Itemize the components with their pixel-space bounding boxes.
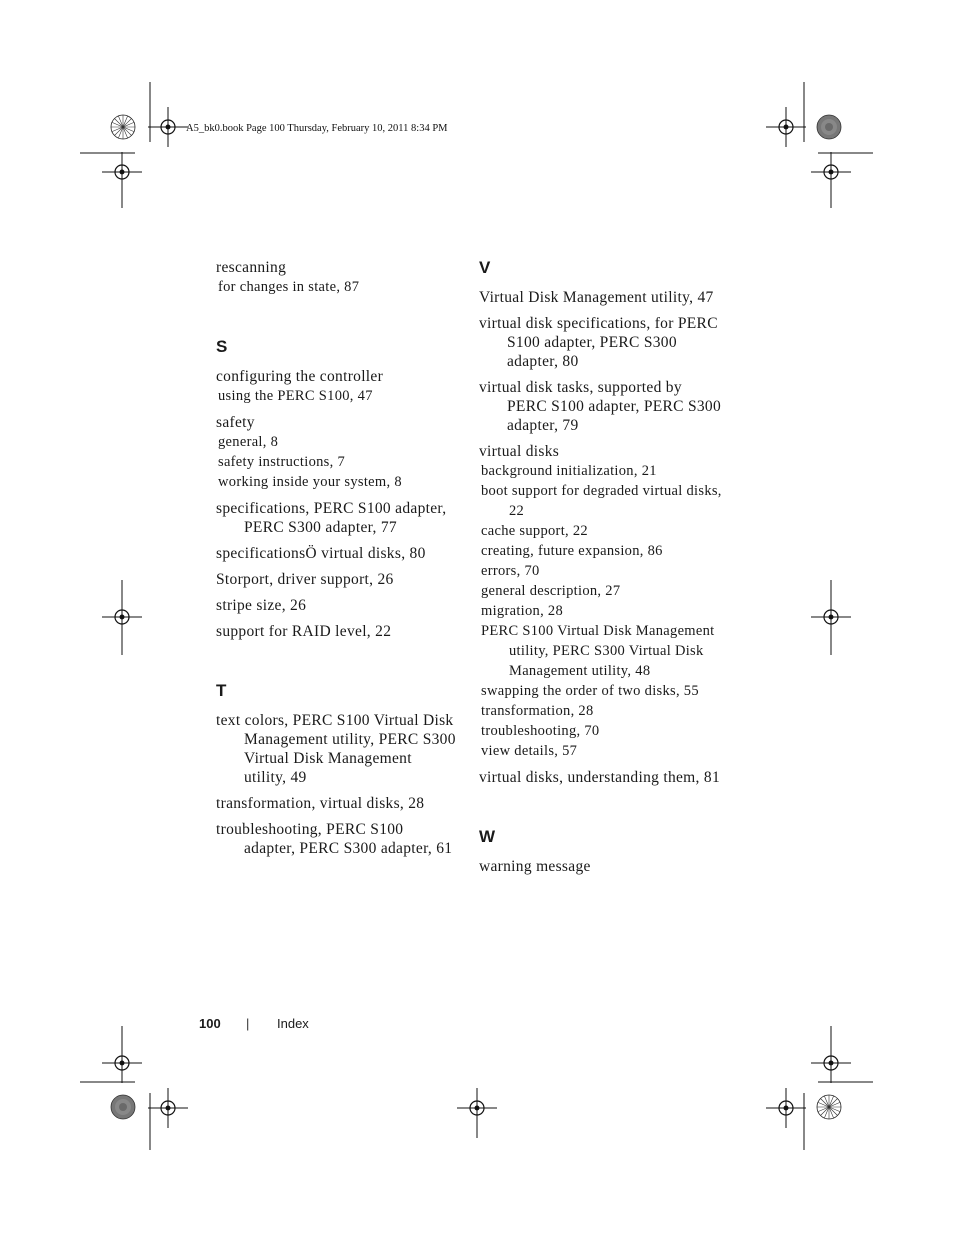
index-subentry: general description, 27 xyxy=(481,583,621,599)
index-entry-main: stripe size, 26 xyxy=(216,597,307,614)
index-entry xyxy=(216,413,456,492)
index-subentry: cache support, 22 xyxy=(481,523,588,539)
index-subentry: working inside your system, 8 xyxy=(218,474,402,490)
letter-heading-w: W xyxy=(479,827,496,846)
v-entries xyxy=(479,288,724,787)
index-entry xyxy=(479,768,724,787)
section-label: Index xyxy=(277,1016,309,1031)
w-entries xyxy=(479,857,724,876)
index-entry xyxy=(479,378,724,435)
index-entry xyxy=(216,622,456,641)
index-entry-main: virtual disks, understanding them, 81 xyxy=(479,769,720,786)
index-subentry: safety instructions, 7 xyxy=(218,454,346,470)
index-entry-main: rescanning xyxy=(216,259,287,276)
index-entry xyxy=(216,711,456,787)
print-info: A5_bk0.book Page 100 Thursday, February 10, 2011 8:34 PM xyxy=(186,123,448,134)
index-subentry: troubleshooting, 70 xyxy=(481,723,600,739)
index-entry-main: transformation, virtual disks, 28 xyxy=(216,795,425,812)
index-subentry: view details, 57 xyxy=(481,743,578,759)
index-subentry: boot support for degraded virtual disks, 22 xyxy=(481,483,722,519)
s-entries xyxy=(216,367,456,641)
index-subentry: creating, future expansion, 86 xyxy=(481,543,663,559)
index-entry-main: specifications, PERC S100 adapter, PERC S300 adapter, 77 xyxy=(216,500,447,536)
index-entry xyxy=(216,544,456,563)
index-entry xyxy=(479,288,724,307)
index-subentry: migration, 28 xyxy=(481,603,564,619)
index-entry xyxy=(479,314,724,371)
index-entry-main: virtual disk tasks, supported by PERC S100 adapter, PERC S300 adapter, 79 xyxy=(479,379,722,434)
index-column-left xyxy=(216,258,456,865)
index-entry-main: virtual disk specifications, for PERC S100 adapter, PERC S300 adapter, 80 xyxy=(479,315,718,370)
index-entry xyxy=(216,499,456,537)
index-subentry: PERC S100 Virtual Disk Management utility, PERC S300 Virtual Disk Management utility, 48 xyxy=(481,623,715,679)
index-entry-main: specificationsÖ virtual disks, 80 xyxy=(216,545,426,562)
index-entry-main: support for RAID level, 22 xyxy=(216,623,392,640)
index-entry-main: configuring the controller xyxy=(216,368,384,385)
footer-separator: | xyxy=(246,1016,250,1031)
index-entry-main: Virtual Disk Management utility, 47 xyxy=(479,289,714,306)
index-subentry: transformation, 28 xyxy=(481,703,594,719)
index-entry xyxy=(216,820,456,858)
index-entry-main: warning message xyxy=(479,858,591,875)
index-entry xyxy=(216,596,456,615)
letter-heading-v: V xyxy=(479,258,491,277)
index-entry xyxy=(479,442,724,761)
index-entry xyxy=(216,794,456,813)
index-subentry: swapping the order of two disks, 55 xyxy=(481,683,699,699)
index-entry-main: Storport, driver support, 26 xyxy=(216,571,394,588)
index-entry xyxy=(216,258,456,297)
index-entry-main: virtual disks xyxy=(479,443,560,460)
index-subentry: background initialization, 21 xyxy=(481,463,657,479)
index-subentry: general, 8 xyxy=(218,434,279,450)
index-column-right xyxy=(479,258,724,883)
page-number: 100 xyxy=(199,1016,221,1031)
index-subentry: errors, 70 xyxy=(481,563,540,579)
index-subentry: for changes in state, 87 xyxy=(218,279,360,295)
letter-heading-t: T xyxy=(216,681,227,700)
t-entries xyxy=(216,711,456,858)
r-entries xyxy=(216,258,456,297)
index-entry xyxy=(216,570,456,589)
index-entry xyxy=(479,857,724,876)
index-entry-main: text colors, PERC S100 Virtual Disk Management utility, PERC S300 Virtual Disk Management utility, 49 xyxy=(216,712,456,786)
index-entry xyxy=(216,367,456,406)
index-entry-main: troubleshooting, PERC S100 adapter, PERC S300 adapter, 61 xyxy=(216,821,453,857)
letter-heading-s: S xyxy=(216,337,228,356)
index-subentry: using the PERC S100, 47 xyxy=(218,388,373,404)
index-entry-main: safety xyxy=(216,414,255,431)
